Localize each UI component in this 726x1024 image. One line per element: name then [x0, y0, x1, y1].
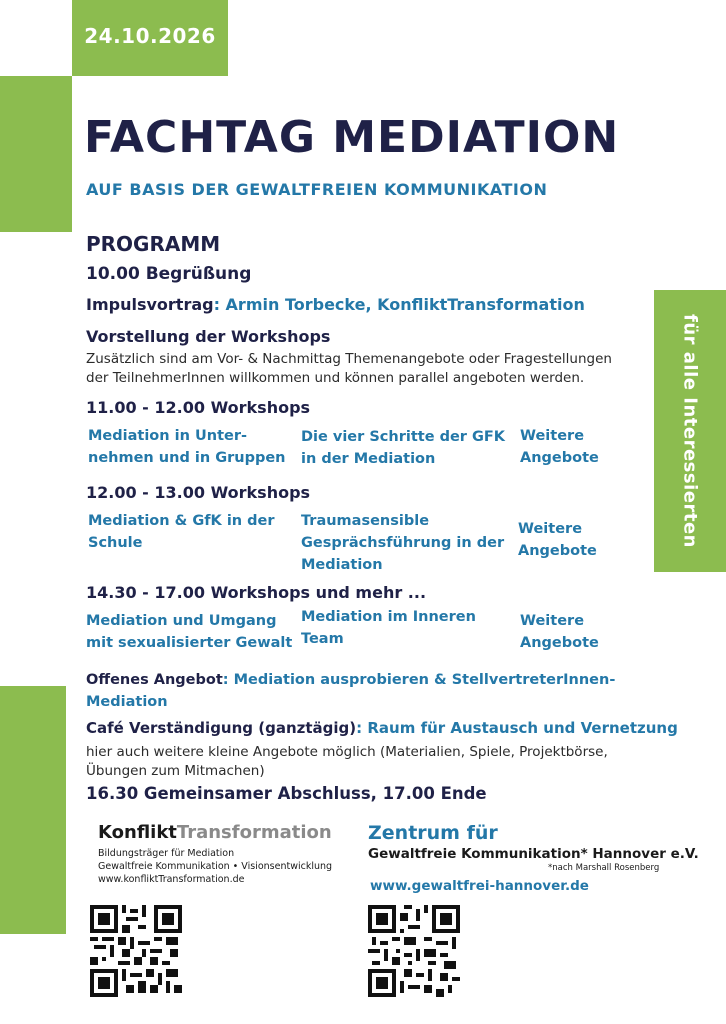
welcome-line: 10.00 Begrüßung — [86, 264, 252, 284]
org2-line: Gewaltfreie Kommunikation* Hannover e.V. — [368, 846, 699, 862]
workshop-item — [518, 518, 597, 562]
qr-code-icon[interactable] — [368, 905, 460, 997]
workshop-line: Mediation — [301, 557, 383, 573]
workshop-line: Gesprächsführung in der — [301, 535, 505, 551]
decorative-bar-top — [0, 76, 72, 232]
workshop-line: Mediation & GfK in der — [88, 513, 275, 529]
side-banner-text — [654, 290, 726, 572]
workshop-item — [520, 610, 599, 654]
org1-details — [98, 847, 332, 886]
workshop-line: Weitere — [520, 428, 585, 444]
side-label: für alle Interessierten — [679, 314, 701, 548]
impulse-line — [86, 295, 585, 314]
workshops-intro-line: Zusätzlich sind am Vor- & Nachmittag Themenangebote oder Fragestellungen — [86, 351, 612, 367]
impulse-label: Impulsvortrag — [86, 295, 214, 314]
org1-name-part2: Transformation — [176, 822, 332, 843]
workshop-item — [301, 510, 504, 576]
closing-line: 16.30 Gemeinsamer Abschluss, 17.00 Ende — [86, 784, 487, 803]
org1-line: Gewaltfreie Kommunikation • Visionsentwicklung — [98, 861, 333, 872]
open-offer-text: : Mediation ausprobieren & StellvertreterInnen- — [222, 672, 616, 688]
logo-zentrum-gfk — [368, 822, 699, 873]
timeslot-heading: 14.30 - 17.00 Workshops und mehr ... — [86, 583, 427, 602]
workshop-line: Angebote — [518, 543, 597, 559]
workshop-line: Angebote — [520, 635, 599, 651]
program-heading: PROGRAMM — [86, 232, 221, 256]
cafe-text: : Raum für Austausch und Vernetzung — [356, 719, 678, 737]
workshop-line: Mediation in Unter- — [88, 428, 248, 444]
workshop-line: Die vier Schritte der GFK — [301, 429, 506, 445]
timeslot-heading: 11.00 - 12.00 Workshops — [86, 398, 311, 417]
open-offer-text-cont: Mediation — [86, 694, 168, 710]
workshop-item — [88, 425, 286, 469]
workshop-line: Mediation im Inneren — [301, 609, 476, 625]
cafe-label: Café Verständigung (ganztägig) — [86, 719, 357, 737]
workshop-line: Weitere — [520, 613, 585, 629]
event-date: 24.10.2026 — [84, 24, 216, 48]
cafe-line — [86, 719, 678, 737]
open-offer-label: Offenes Angebot — [86, 672, 223, 688]
decorative-bar-bottom — [0, 686, 66, 934]
workshop-line: in der Mediation — [301, 451, 436, 467]
workshop-item — [86, 610, 292, 654]
workshop-line: Traumasensible — [301, 513, 430, 529]
org2-note: *nach Marshall Rosenberg — [548, 863, 660, 873]
org2-name: Zentrum für — [368, 822, 498, 844]
impulse-text: : Armin Torbecke, KonfliktTransformation — [213, 295, 585, 314]
page-subtitle: AUF BASIS DER GEWALTFREIEN KOMMUNIKATION — [86, 180, 548, 199]
workshop-line: Schule — [88, 535, 143, 551]
workshop-item — [301, 606, 476, 650]
workshop-line: nehmen und in Gruppen — [88, 450, 286, 466]
org1-url[interactable]: www.konfliktTransformation.de — [98, 874, 245, 885]
cafe-note-line: Übungen zum Mitmachen) — [86, 763, 265, 779]
logo-konflikt-transformation — [98, 822, 332, 886]
workshop-line: Team — [301, 631, 344, 647]
workshops-intro-line: der TeilnehmerInnen willkommen und können parallel angeboten werden. — [86, 370, 585, 386]
workshop-item — [301, 426, 505, 470]
workshops-intro-title: Vorstellung der Workshops — [86, 327, 331, 346]
timeslot-heading: 12.00 - 13.00 Workshops — [86, 483, 311, 502]
workshop-item — [520, 425, 599, 469]
workshop-line: Mediation und Umgang — [86, 613, 277, 629]
page-title: FACHTAG MEDIATION — [84, 112, 620, 163]
qr-code-icon[interactable] — [90, 905, 182, 997]
org1-name — [98, 822, 332, 843]
workshop-line: Weitere — [518, 521, 583, 537]
cafe-note-line: hier auch weitere kleine Angebote möglich (Materialien, Spiele, Projektbörse, — [86, 744, 608, 760]
open-offer — [86, 669, 615, 713]
cafe-note — [86, 743, 608, 781]
org1-name-part1: Konflikt — [98, 822, 177, 843]
workshops-intro-text — [86, 350, 612, 388]
org2-url[interactable]: www.gewaltfrei-hannover.de — [370, 878, 589, 894]
workshop-line: Angebote — [520, 450, 599, 466]
org1-line: Bildungsträger für Mediation — [98, 848, 235, 859]
workshop-item — [88, 510, 275, 554]
workshop-line: mit sexualisierter Gewalt — [86, 635, 293, 651]
